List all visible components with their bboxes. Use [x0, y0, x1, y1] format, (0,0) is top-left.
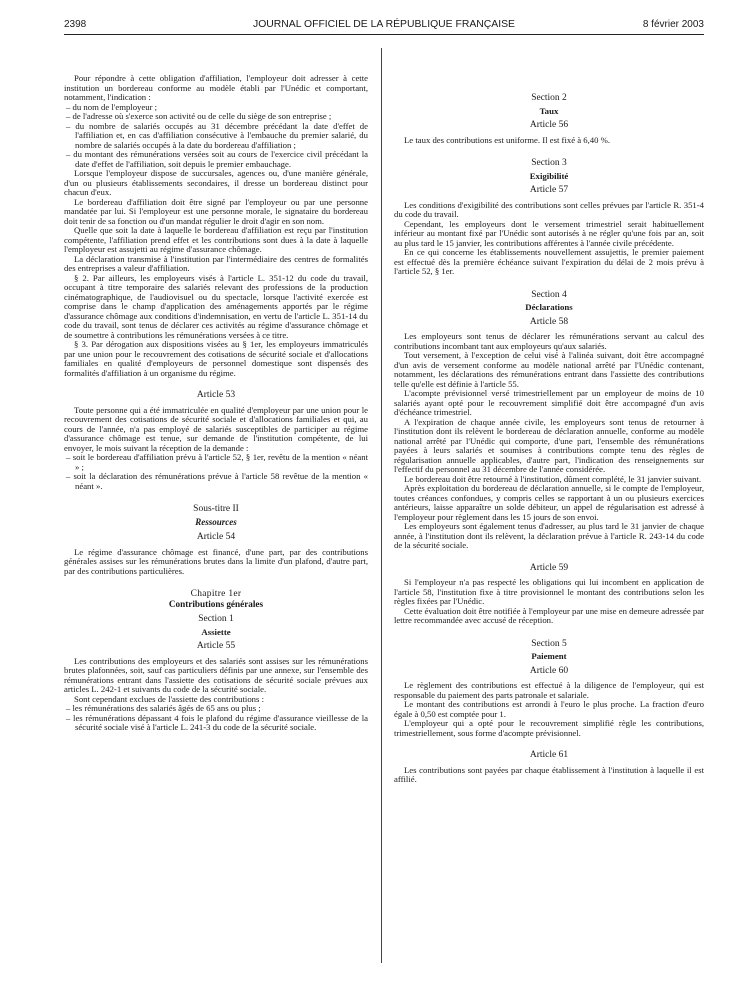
- paragraph: § 2. Par ailleurs, les employeurs visés à l'article L. 351-12 du code du travail, occupant à titre temporaire des salariés relevant des professions de la production cinématographique, de l'audiovisuel ou du spectacle, lorsque l'activité exercée est comprise dans le champ d'application des aménagements apportés par le régime d'assurance chômage aux conditions d'indemnisation, en vertu de l'article L. 351-14 du code du travail, sont tenus de déclarer ces activités au régime d'assurance chômage et de soumettre à contributions les rémunérations versées à ce titre.: [64, 272, 368, 340]
- chapter-heading: Chapitre 1er: [190, 589, 242, 599]
- exclusions-list: [64, 704, 368, 733]
- article-heading: Article 55: [196, 641, 236, 651]
- article-heading: Article 60: [529, 665, 569, 676]
- list-item: – du nom de l'employeur ;: [66, 101, 158, 112]
- list-item: – soit la déclaration des rémunérations prévue à l'article 58 revêtue de la mention « néant ».: [66, 471, 368, 491]
- paragraph: Tout versement, à l'exception de celui visé à l'alinéa suivant, doit être accompagné d'un avis de versement conforme au modèle national arrêté par l'Unédic contenant, notamment, les déclarations des rémunérations entrant dans l'assiette des contributions telle qu'elle est définie à l'article 55.: [394, 350, 704, 389]
- header-rule: [64, 34, 704, 35]
- page-number: 2398: [64, 19, 87, 30]
- paragraph: Les employeurs sont également tenus d'adresser, au plus tard le 31 janvier de chaque année, à l'institution dont ils relèvent, la déclaration prévue à l'article R. 243-14 du code de la sécurité sociale.: [394, 521, 704, 550]
- paragraph: Le régime d'assurance chômage est financé, d'une part, par des contributions générales assises sur les rémunérations brutes dans la limite d'un plafond, d'autre part, par des contributions particulières.: [64, 546, 368, 576]
- article-heading: Article 58: [529, 316, 569, 327]
- paragraph: Les conditions d'exigibilité des contributions sont celles prévues par l'article R. 351-4 du code du travail.: [394, 199, 704, 219]
- paragraph: Le montant des contributions est arrondi à l'euro le plus proche. La fraction d'euro égale à 0,50 est comptée pour 1.: [394, 699, 704, 719]
- paragraph: Après exploitation du bordereau de déclaration annuelle, si le compte de l'employeur, toutes créances confondues, y compris celles se rapportant à un ou plusieurs exercices antérieurs, laisse apparaître un solde débiteur, un appel de régularisation est adressé à l'employeur pour règlement dans les 15 jours de son envoi.: [394, 483, 704, 522]
- subtitle-heading: Sous-titre II: [193, 504, 239, 514]
- paragraph: L'employeur qui a opté pour le recouvrement simplifié règle les contributions, trimestriellement, sous forme d'acompte prévisionnel.: [394, 718, 704, 738]
- issue-date: 8 février 2003: [642, 19, 704, 30]
- response-options-list: [64, 453, 368, 491]
- section-title: Assiette: [201, 626, 231, 637]
- section-heading: Section 3: [531, 158, 567, 168]
- section-heading: Section 5: [531, 638, 567, 649]
- list-item: – du montant des rémunérations versées soit au cours de l'exercice civil précédant la date d'effet de l'affiliation, soit depuis le premier embauchage.: [66, 149, 368, 169]
- paragraph: Les contributions des employeurs et des salariés sont assises sur les rémunérations brutes plafonnées, soit, sauf cas particuliers définis par une annexe, sur l'ensemble des rémunérations entrant dans l'assiette des cotisations de sécurité sociale prévues aux articles L. 242-1 et suivants du code de la sécurité sociale.: [64, 655, 368, 694]
- section-title: Exigibilité: [529, 170, 569, 181]
- paragraph: Cette évaluation doit être notifiée à l'employeur par une mise en demeure adressée par lettre recommandée avec accusé de réception.: [394, 605, 704, 625]
- article-heading: Article 54: [196, 532, 236, 542]
- paragraph: Pour répondre à cette obligation d'affiliation, l'employeur doit adresser à cette institution un bordereau conforme au modèle établi par l'Unédic et comportant, notamment, l'indication :: [64, 73, 368, 102]
- paragraph: Quelle que soit la date à laquelle le bordereau d'affiliation est reçu par l'institution compétente, l'affiliation prend effet et les contributions sont dues à la date à laquelle l'employeur est assujetti au régime d'assurance chômage.: [64, 225, 368, 254]
- paragraph: Le taux des contributions est uniforme. Il est fixé à 6,40 %.: [404, 134, 611, 145]
- paragraph: § 3. Par dérogation aux dispositions visées au § 1er, les employeurs immatriculés par une union pour le recouvrement des cotisations de sécurité sociale et d'allocations familiales en qualité d'employeurs de personnel domestique sont dispensés des formalités d'affiliation à un organisme du régime.: [64, 339, 368, 378]
- journal-title: JOURNAL OFFICIEL DE LA RÉPUBLIQUE FRANÇAISE: [253, 19, 515, 30]
- section-title: Paiement: [531, 651, 567, 661]
- section-heading: Section 2: [531, 93, 567, 103]
- paragraph: Le règlement des contributions est effectué à la diligence de l'employeur, qui est responsable du paiement des parts patronale et salariale.: [394, 680, 704, 700]
- article-heading: Article 56: [529, 120, 569, 130]
- paragraph: Sont cependant exclues de l'assiette des contributions :: [74, 693, 264, 704]
- column-divider: [381, 48, 382, 963]
- article-heading: Article 61: [529, 750, 569, 760]
- section-heading: Section 4: [531, 289, 567, 300]
- left-column: [64, 74, 368, 733]
- paragraph: Le bordereau doit être retourné à l'institution, dûment complété, le 31 janvier suivant.: [404, 473, 702, 484]
- page-header: [64, 16, 704, 34]
- paragraph: Toute personne qui a été immatriculée en qualité d'employeur par une union pour le recouvrement des cotisations de sécurité sociale et d'allocations familiales et qui, au cours de l'année, n'a pas employé de salariés susceptibles de participer au régime d'assurance chômage est tenue, sur demande de l'institution compétente, de lui envoyer, le mois suivant la réception de la demande :: [64, 404, 368, 453]
- paragraph: En ce qui concerne les établissements nouvellement assujettis, le premier paiement est effectué dès la première échéance suivant l'expiration du délai de 2 mois prévu à l'article 52, § 1er.: [394, 247, 704, 276]
- section-title: Déclarations: [525, 302, 573, 312]
- paragraph: A l'expiration de chaque année civile, les employeurs sont tenus de retourner à l'institution dont ils relèvent le bordereau de déclaration annuelle, conforme au modèle national arrêté par l'Unédic qui comporte, d'une part, l'ensemble des rémunérations payées à leurs salariés et soumises à contributions compte tenu des règles de régularisation annuelle applicables, d'autre part, l'indication des renseignements sur l'effectif du personnel au 31 décembre de l'année considérée.: [394, 416, 704, 474]
- paragraph: L'acompte prévisionnel versé trimestriellement par un employeur de moins de 10 salariés ayant opté pour le recouvrement simplifié doit être accompagné d'un avis d'échéance trimestriel.: [394, 388, 704, 417]
- requirements-list: [64, 103, 368, 170]
- list-item: – de l'adresse où s'exerce son activité ou de celle du siège de son entreprise ;: [66, 111, 332, 121]
- paragraph: Lorsque l'employeur dispose de succursales, agences ou, d'une manière générale, d'un ou plusieurs établissements secondaires, il dresse un bordereau distinct pour chacun d'eux.: [64, 168, 368, 197]
- paragraph: Les contributions sont payées par chaque établissement à l'institution à laquelle il est affilié.: [394, 764, 704, 784]
- right-column: [394, 74, 704, 785]
- paragraph: La déclaration transmise à l'institution par l'intermédiaire des centres de formalités des entreprises a valeur d'affiliation.: [64, 253, 368, 273]
- subtitle-name: Ressources: [195, 516, 237, 527]
- list-item: – les rémunérations des salariés âgés de 65 ans ou plus ;: [66, 703, 261, 713]
- list-item: – soit le bordereau d'affiliation prévu à l'article 52, § 1er, revêtu de la mention « néant » ;: [66, 452, 368, 472]
- paragraph: Si l'employeur n'a pas respecté les obligations qui lui incombent en application de l'article 58, l'institution fixe à titre provisionnel le montant des contributions selon les règles fixées par l'Unédic.: [394, 577, 704, 606]
- section-title: Taux: [539, 105, 559, 116]
- section-heading: Section 1: [198, 614, 234, 624]
- paragraph: Cependant, les employeurs dont le versement trimestriel serait habituellement inférieur au montant fixé par l'Unédic sont autorisés à ne régler qu'une fois par an, soit au plus tard le 15 janvier, les contributions afférentes à l'année civile précédente.: [394, 218, 704, 248]
- paragraph: Le bordereau d'affiliation doit être signé par l'employeur ou par une personne mandatée par lui. Si l'employeur est une personne morale, le signataire du bordereau doit tenir de sa fonction ou d'un mandat régulier le droit d'agir en son nom.: [64, 196, 368, 226]
- article-heading: Article 57: [529, 185, 569, 195]
- article-heading: Article 59: [529, 562, 569, 573]
- list-item: – les rémunérations dépassant 4 fois le plafond du régime d'assurance vieillesse de la sécurité sociale visé à l'article L. 241-3 du code de la sécurité sociale.: [66, 712, 368, 732]
- list-item: – du nombre de salariés occupés au 31 décembre précédant la date d'effet de l'affiliation et, en cas d'affiliation consécutive à l'embauche du premier salarié, du nombre de salariés occupés à la date du bordereau d'affiliation ;: [66, 120, 368, 150]
- article-heading: Article 53: [196, 390, 236, 400]
- paragraph: Les employeurs sont tenus de déclarer les rémunérations servant au calcul des contributions incombant tant aux employeurs qu'aux salariés.: [394, 331, 704, 351]
- chapter-title: Contributions générales: [168, 598, 264, 609]
